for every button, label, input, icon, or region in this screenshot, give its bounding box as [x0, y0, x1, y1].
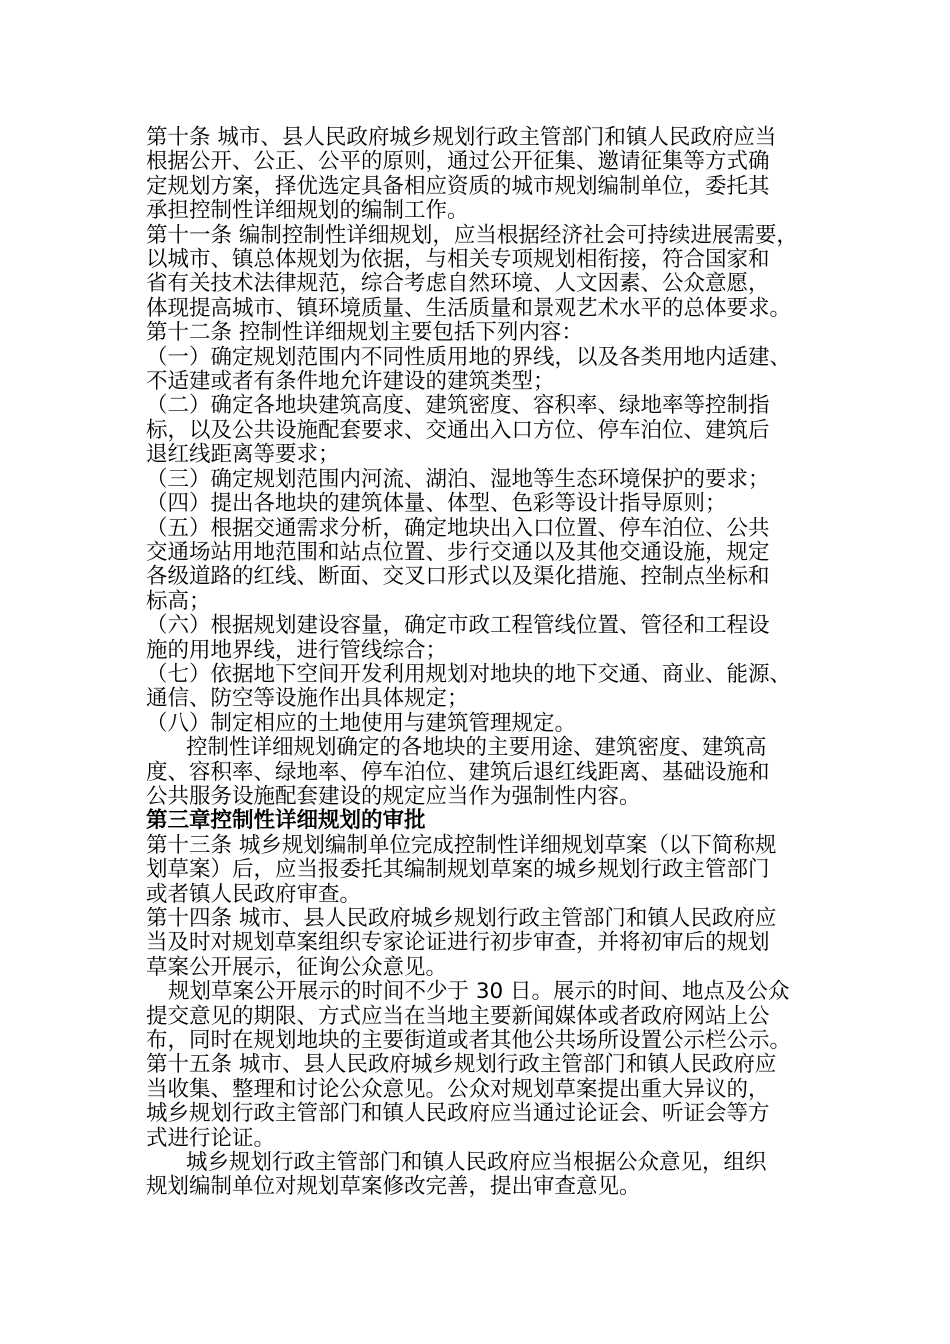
text-line: 控制性详细规划确定的各地块的主要用途、建筑密度、建筑高 — [186, 735, 767, 761]
text-line: 不适建或者有条件地允许建设的建筑类型； — [146, 369, 555, 395]
text-line: 度、容积率、绿地率、停车泊位、建筑后退红线距离、基础设施和 — [146, 759, 770, 785]
text-line: 划草案）后，应当报委托其编制规划草案的城乡规划行政主管部门 — [146, 857, 770, 883]
text-line: （二）确定各地块建筑高度、建筑密度、容积率、绿地率等控制指 — [146, 393, 770, 419]
text-line: 第十一条 编制控制性详细规划，应当根据经济社会可持续进展需要， — [146, 222, 798, 248]
text-line: （四）提出各地块的建筑体量、体型、色彩等设计指导原则； — [146, 491, 727, 517]
text-line: 布，同时在规划地块的主要街道或者其他公共场所设置公示栏公示。 — [146, 1028, 792, 1054]
document-page — [146, 126, 818, 1200]
text-line: 根据公开、公正、公平的原则，通过公开征集、邀请征集等方式确 — [146, 149, 770, 175]
text-line: 当及时对规划草案组织专家论证进行初步审查，并将初审后的规划 — [146, 930, 770, 956]
text-line: 城乡规划行政主管部门和镇人民政府应当根据公众意见，组织 — [186, 1150, 767, 1176]
text-line: 规划编制单位对规划草案修改完善，提出审查意见。 — [146, 1174, 641, 1200]
text-line: 或者镇人民政府审查。 — [146, 881, 362, 907]
text-line: 各级道路的红线、断面、交叉口形式以及渠化措施、控制点坐标和 — [146, 564, 770, 590]
text-line: 承担控制性详细规划的编制工作。 — [146, 198, 469, 224]
text-line: （五）根据交通需求分析，确定地块出入口位置、停车泊位、公共 — [146, 515, 770, 541]
text-line: 公共服务设施配套建设的规定应当作为强制性内容。 — [146, 783, 641, 809]
text-line: 第十四条 城市、县人民政府城乡规划行政主管部门和镇人民政府应 — [146, 906, 777, 931]
text-line: 通信、防空等设施作出具体规定； — [146, 686, 469, 712]
text-line: 提交意见的期限、方式应当在当地主要新闻媒体或者政府网站上公 — [146, 1003, 770, 1029]
text-line: 定规划方案，择优选定具备相应资质的城市规划编制单位，委托其 — [146, 173, 770, 199]
text-line: 标，以及公共设施配套要求、交通出入口方位、停车泊位、建筑后 — [146, 417, 770, 443]
text-line: （八）制定相应的土地使用与建筑管理规定。 — [146, 710, 577, 736]
text-line: 退红线距离等要求； — [146, 442, 340, 468]
text-line: 标高； — [146, 588, 211, 614]
text-line: 以城市、镇总体规划为依据，与相关专项规划相衔接，符合国家和 — [146, 247, 770, 273]
text-line: （一）确定规划范围内不同性质用地的界线，以及各类用地内适建、 — [146, 344, 792, 370]
text-line: 第十五条 城市、县人民政府城乡规划行政主管部门和镇人民政府应 — [146, 1052, 777, 1078]
text-line: 城乡规划行政主管部门和镇人民政府应当通过论证会、听证会等方 — [146, 1101, 770, 1127]
text-line: （六）根据规划建设容量，确定市政工程管线位置、管径和工程设 — [146, 613, 770, 639]
chapter-heading: 第三章控制性详细规划的审批 — [146, 808, 426, 834]
text-line: 第十三条 城乡规划编制单位完成控制性详细规划草案（以下简称规 — [146, 832, 777, 858]
text-line: 式进行论证。 — [146, 1125, 276, 1151]
text-line: 施的用地界线，进行管线综合； — [146, 637, 448, 663]
text-line: 草案公开展示，征询公众意见。 — [146, 954, 448, 980]
text-line: 体现提高城市、镇环境质量、生活质量和景观艺术水平的总体要求。 — [146, 295, 792, 321]
text-line: （三）确定规划范围内河流、湖泊、湿地等生态环境保护的要求； — [146, 466, 770, 492]
text-line: 省有关技术法律规范，综合考虑自然环境、人文因素、公众意愿， — [146, 271, 770, 297]
text-line: 第十二条 控制性详细规划主要包括下列内容： — [146, 320, 583, 346]
text-line: （七）依据地下空间开发利用规划对地块的地下交通、商业、能源、 — [146, 661, 792, 687]
text-line: 当收集、整理和讨论公众意见。公众对规划草案提出重大异议的， — [146, 1076, 770, 1102]
text-line: 规划草案公开展示的时间不少于 30 日。展示的时间、地点及公众 — [168, 979, 790, 1005]
text-line: 交通场站用地范围和站点位置、步行交通以及其他交通设施，规定 — [146, 539, 770, 565]
text-line: 第十条 城市、县人民政府城乡规划行政主管部门和镇人民政府应当 — [146, 125, 777, 150]
